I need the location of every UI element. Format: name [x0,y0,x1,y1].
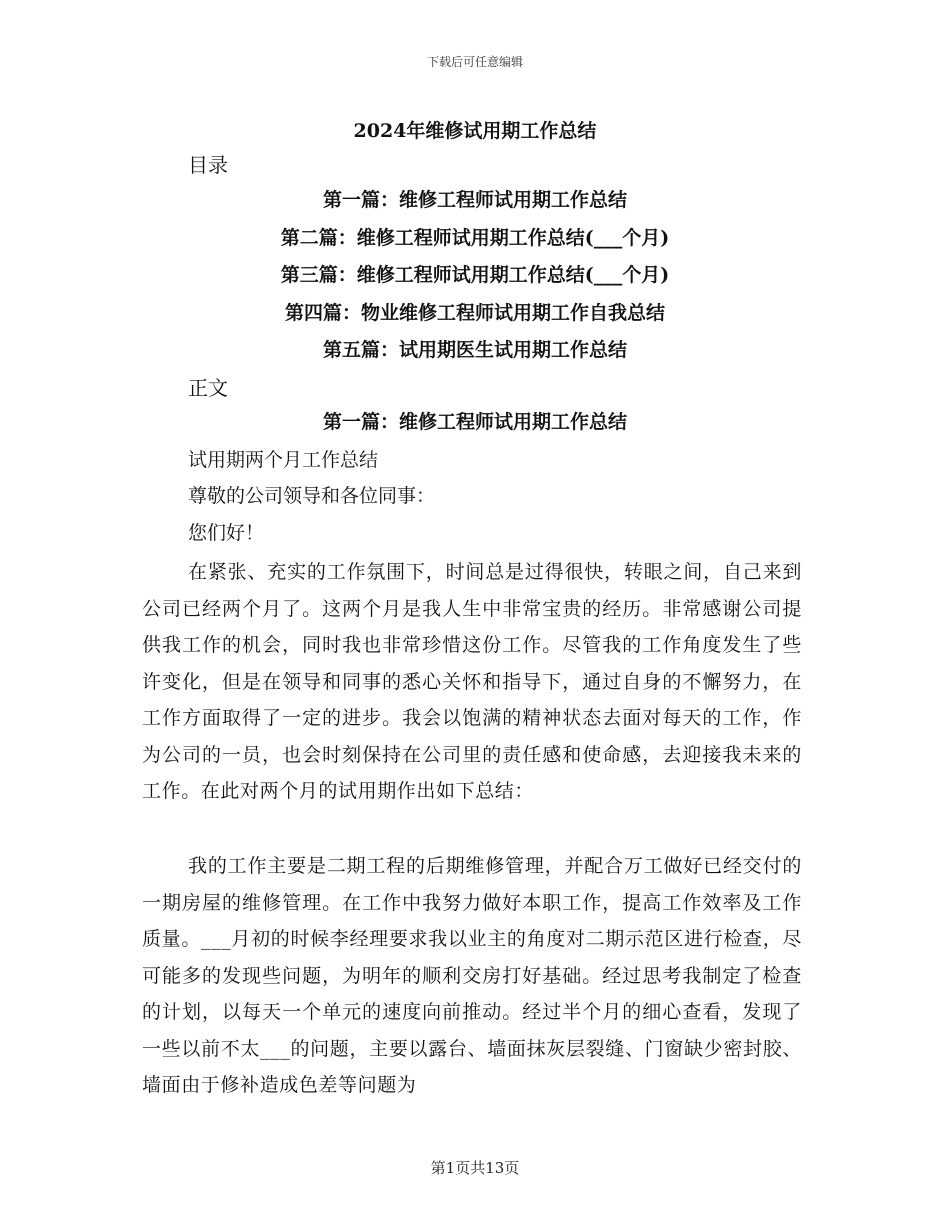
toc-item-1: 第一篇：维修工程师试用期工作总结 [322,189,627,211]
body-section-heading: 第一篇：维修工程师试用期工作总结 [322,411,627,433]
body-label: 正文 [188,376,228,400]
body-paragraph-1: 在紧张、充实的工作氛围下，时间总是过得很快，转眼之间，自己来到公司已经两个月了。这两个月是我人生中非常宝贵的经历。非常感谢公司提供我工作的机会，同时我也非常珍惜这份工作。尽管我的工作角度发生了些许变化，但是在领导和同事的悉心关怀和指导下，通过自身的不懈努力，在工作方面取得了一定的进步。我会以饱满的精神状态去面对每天的工作，作为公司的一员，也会时刻保持在公司里的责任感和使命感，去迎接我未来的工作。在此对两个月的试用期作出如下总结： [142,561,802,802]
toc-item-4: 第四篇：物业维修工程师试用期工作自我总结 [284,301,665,324]
page-number-footer: 第1页共13页 [430,1159,520,1177]
toc-item-2: 第二篇：维修工程师试用期工作总结(___个月) [280,226,670,249]
document-title: 2024年维修试用期工作总结 [353,120,597,142]
subtitle-line: 试用期两个月工作总结 [188,449,379,471]
greeting-line: 您们好！ [188,521,265,544]
toc-item-3: 第三篇：维修工程师试用期工作总结(___个月) [280,264,670,286]
toc-item-5: 第五篇：试用期医生试用期工作总结 [322,339,627,361]
table-of-contents [0,185,950,373]
salutation-line: 尊敬的公司领导和各位同事： [188,485,436,508]
lead-lines [188,445,435,554]
toc-label: 目录 [188,153,228,177]
body-paragraph-2: 我的工作主要是二期工程的后期维修管理，并配合万工做好已经交付的一期房屋的维修管理。在工作中我努力做好本职工作，提高工作效率及工作质量。___月初的时候李经理要求我以业主的角度对二期示范区进行检查，尽可能多的发现些问题，为明年的顺利交房打好基础。经过思考我制定了检查的计划，以每天一个单元的速度向前推动。经过半个月的细心查看，发现了一些以前不太___的问题，主要以露台、墙面抹灰层裂缝、门窗缺少密封胶、墙面由于修补造成色差等问题为 [142,855,802,1096]
page-header-note: 下载后可任意编辑 [426,55,523,69]
